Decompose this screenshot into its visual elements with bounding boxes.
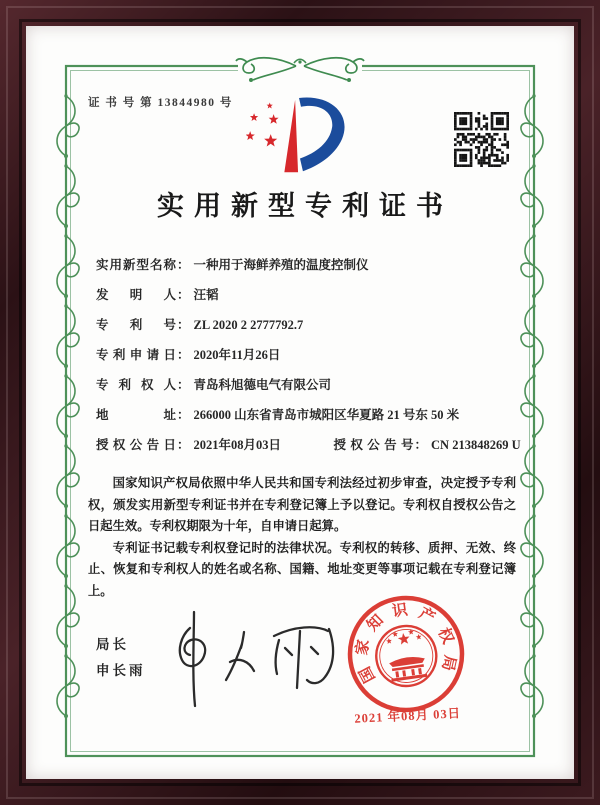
field-value: 青岛科旭德电气有限公司 (193, 378, 332, 392)
field-row-grant: 授权公告日 ： 2021年08月03日 授权公告号 ： CN 213848269 U (96, 435, 526, 455)
field-label: 专利权人 (96, 378, 176, 392)
field-label: 授权公告号 (333, 438, 414, 452)
body-paragraph-1: 国家知识产权局依照中华人民共和国专利法经过初步审查，决定授予专利权，颁发实用新型专利证书并在专利登记簿上予以登记。专利权自授权公告之日起生效。专利权期限为十年，自申请日起算。 (88, 476, 516, 533)
field-row-patentee: 专利权人 ： 青岛科旭德电气有限公司 (96, 375, 526, 395)
seal-date: 2021 年08月 03日 (354, 706, 462, 726)
svg-text:国: 国 (356, 663, 379, 686)
director-signature (164, 604, 344, 719)
svg-text:家: 家 (353, 638, 373, 657)
qr-code (454, 112, 509, 167)
field-row-address: 地址 ： 266000 山东省青岛市城阳区华夏路 21 号东 50 米 (96, 405, 526, 425)
field-label: 实用新型名称 (96, 258, 176, 272)
field-label: 授权公告日 (96, 438, 176, 452)
field-row-name: 实用新型名称 ： 一种用于海鲜养殖的温度控制仪 (96, 255, 526, 275)
field-row-filing-date: 专利申请日 ： 2020年11月26日 (96, 345, 526, 365)
field-value: 2020年11月26日 (193, 348, 281, 362)
certificate-paper (26, 26, 574, 779)
cnipa-logo-icon (246, 96, 354, 182)
seal-national-emblem (372, 622, 440, 690)
svg-text:知: 知 (363, 611, 387, 635)
field-label: 专利申请日 (96, 348, 176, 362)
field-value: 汪韬 (193, 288, 219, 302)
field-label: 地址 (96, 408, 176, 422)
grant-date: 2021年08月03日 (193, 438, 282, 452)
field-value: 266000 山东省青岛市城阳区华夏路 21 号东 50 米 (193, 408, 460, 422)
field-label: 发明人 (96, 288, 176, 302)
certificate-title: 实用新型专利证书 (157, 191, 453, 221)
grant-number: CN 213848269 U (431, 438, 521, 452)
field-label: 专利号 (96, 318, 176, 332)
official-seal (322, 564, 502, 734)
director-name: 申长雨 (96, 663, 146, 678)
director-title: 局长 (96, 637, 129, 652)
signoff-block (96, 632, 146, 684)
svg-text:产: 产 (415, 604, 438, 628)
certificate-fields (96, 255, 526, 465)
body-paragraph-2: 专利证书记载专利权登记时的法律状况。专利权的转移、质押、无效、终止、恢复和专利权人的姓名或名称、国籍、地址变更等事项记载在专利登记簿上。 (88, 540, 516, 598)
svg-text:局: 局 (438, 653, 459, 673)
svg-text:识: 识 (391, 601, 409, 621)
field-value: ZL 2020 2 2777792.7 (193, 318, 304, 332)
svg-text:权: 权 (434, 625, 457, 647)
field-row-inventor: 发明人 ： 汪韬 (96, 285, 526, 305)
field-row-patent-no: 专利号 ： ZL 2020 2 2777792.7 (96, 315, 526, 335)
field-value: 一种用于海鲜养殖的温度控制仪 (193, 258, 369, 272)
certificate-number: 证 书 号 第 13844980 号 (88, 97, 233, 109)
